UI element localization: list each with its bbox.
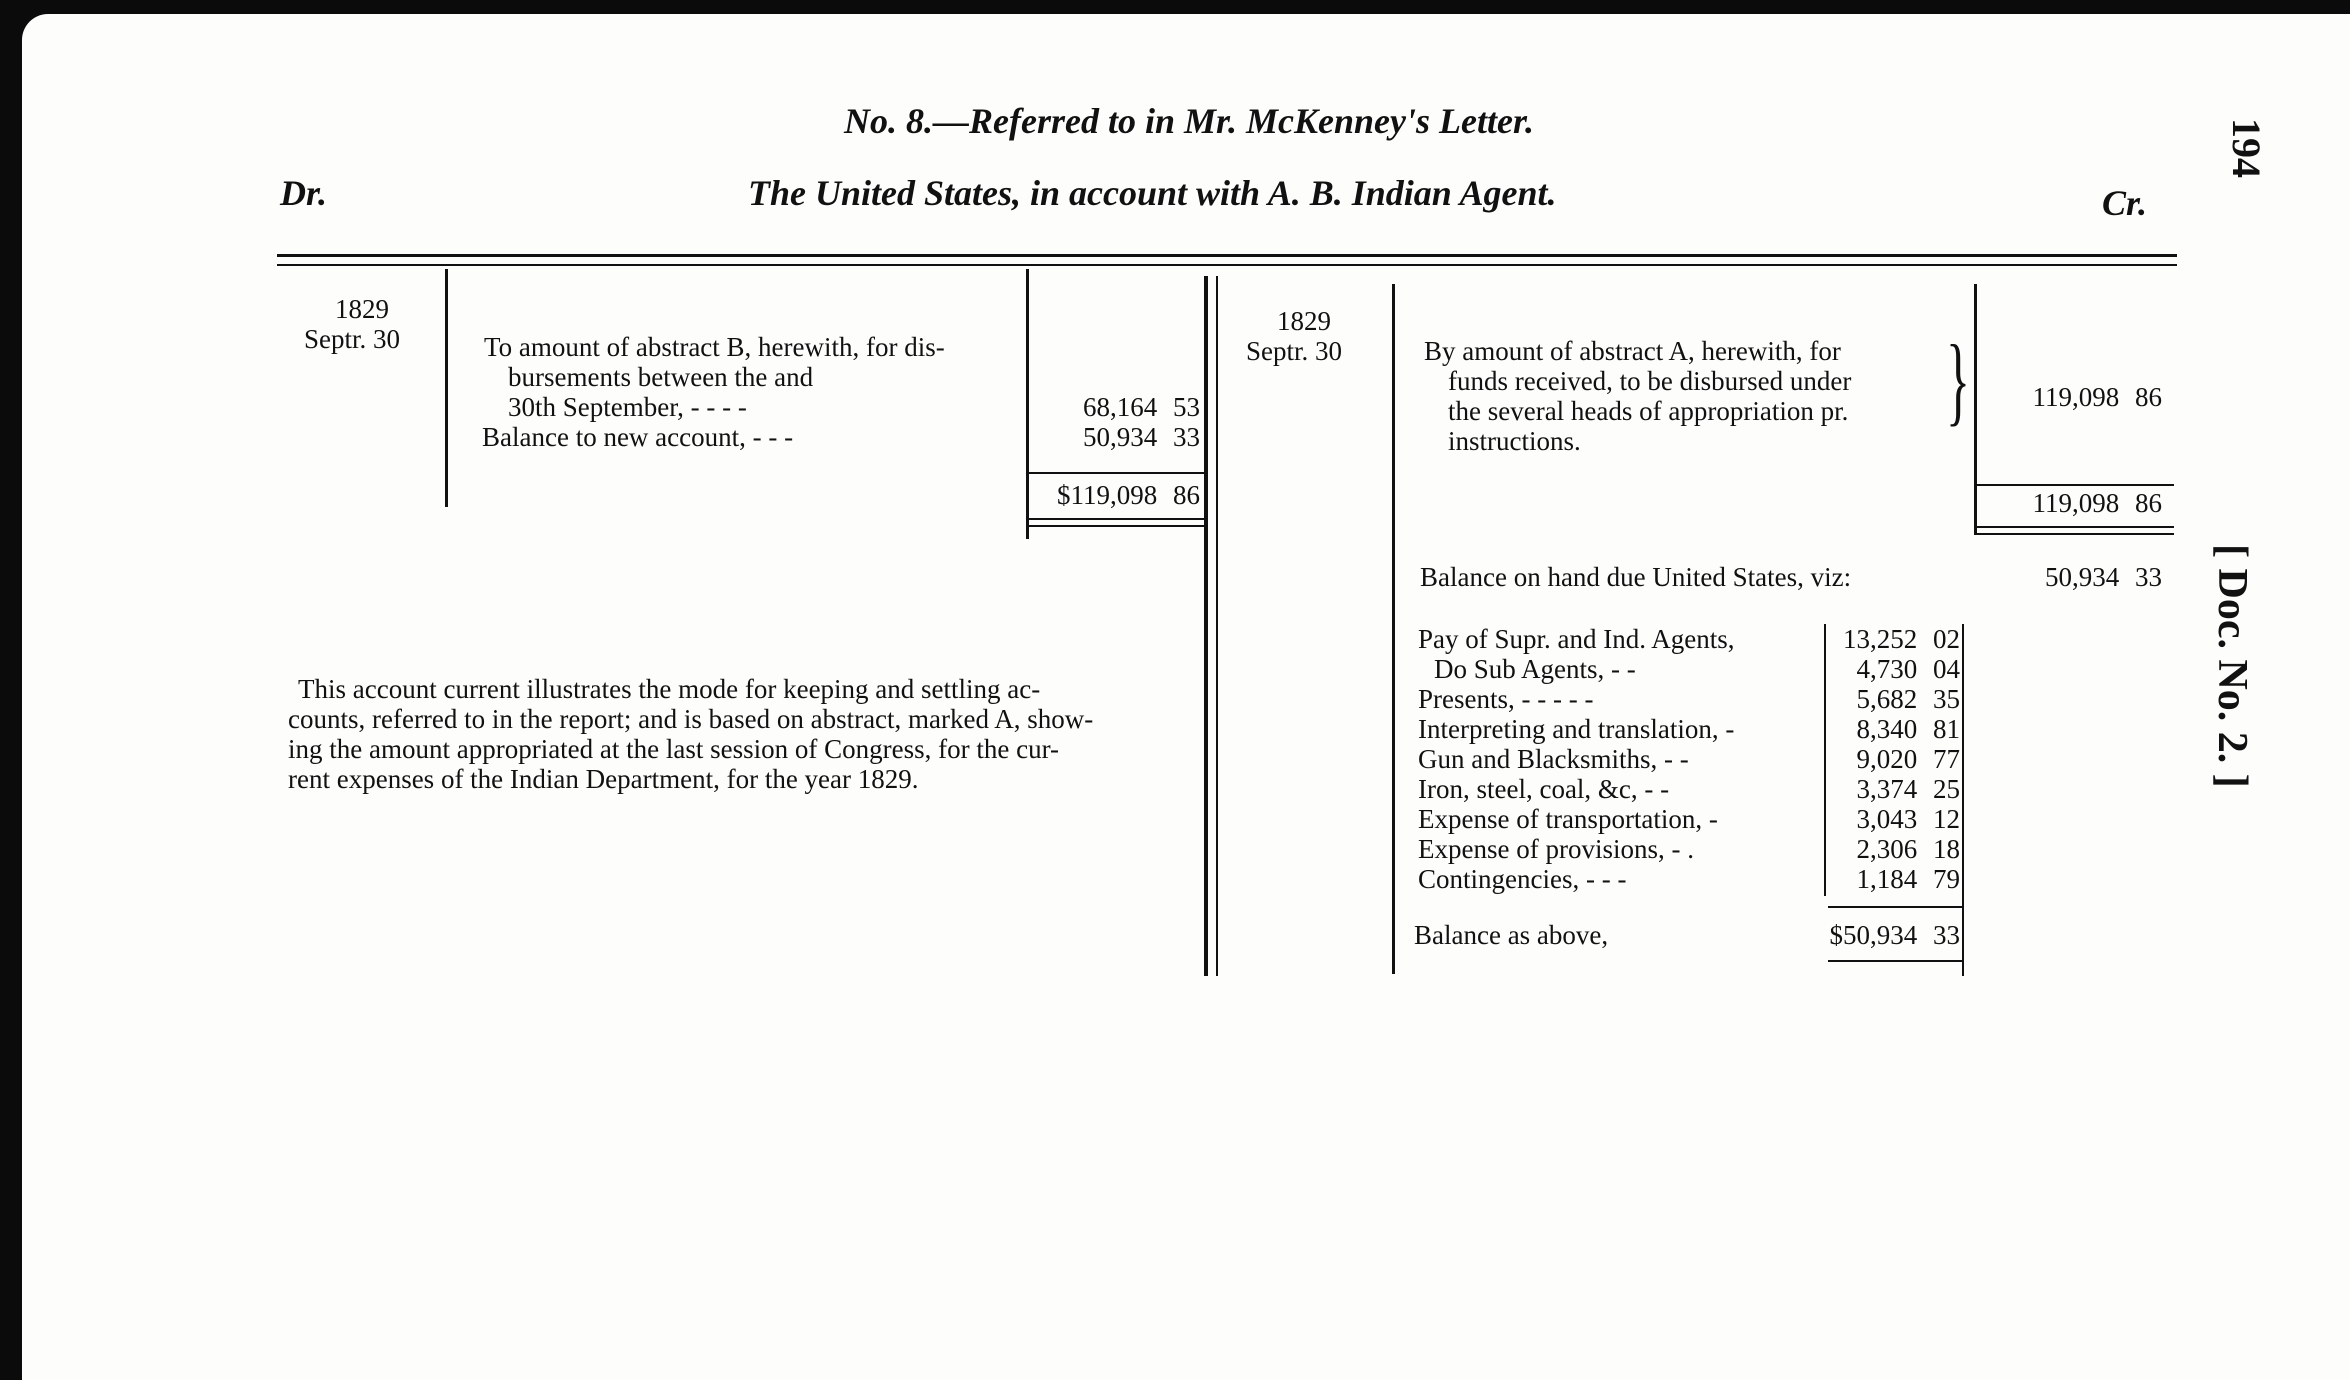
document-side-label: [ Doc. No. 2. ]: [2209, 544, 2255, 788]
credit-total-underline-double: [1974, 533, 2174, 535]
page-number: 194: [2224, 118, 2269, 178]
balance-label: Balance on hand due United States, viz:: [1420, 562, 1852, 592]
debit-total: $119,098 86: [1057, 480, 1200, 510]
item-label: Presents, - - - - -: [1418, 684, 1594, 714]
debit-line: 30th September, - - - -: [508, 392, 747, 422]
document-title: No. 8.—Referred to in Mr. McKenney's Letter.: [844, 101, 1534, 141]
account-title: The United States, in account with A. B. Indian Agent.: [748, 173, 1557, 213]
debit-date-divider: [445, 269, 448, 507]
item-label: Expense of transportation, -: [1418, 804, 1718, 834]
debit-line: Balance to new account, - - -: [482, 422, 794, 452]
item-amount: 9,020 77: [1856, 744, 1960, 774]
debit-total-underline-double: [1026, 525, 1206, 527]
credit-line: funds received, to be disbursed under: [1448, 366, 1852, 396]
balance-amount: 50,934 33: [2045, 562, 2162, 592]
item-amount: 3,043 12: [1856, 804, 1960, 834]
balance-above-label: Balance as above,: [1414, 920, 1609, 950]
note-line: counts, referred to in the report; and is based on abstract, marked A, show-: [288, 704, 1094, 734]
item-amount: 5,682 35: [1856, 684, 1960, 714]
credit-line: By amount of abstract A, herewith, for: [1424, 336, 1841, 366]
credit-date: Septr. 30: [1246, 336, 1343, 366]
item-amount: 13,252 02: [1843, 624, 1960, 654]
document-page: [22, 14, 2350, 1380]
item-amount: 1,184 79: [1856, 864, 1960, 894]
item-label: Gun and Blacksmiths, - -: [1418, 744, 1689, 774]
items-right-rule: [1962, 624, 1964, 976]
credit-total: 119,098 86: [2032, 488, 2162, 518]
credit-line: instructions.: [1448, 426, 1581, 456]
item-label: Expense of provisions, - .: [1418, 834, 1694, 864]
credit-amount: 119,098 86: [2032, 382, 2162, 412]
item-amount: 4,730 04: [1856, 654, 1960, 684]
items-total-underline: [1828, 960, 1964, 962]
credit-amount-divider: [1974, 284, 1977, 534]
note-line: This account current illustrates the mode for keeping and settling ac-: [298, 674, 1041, 704]
center-divider-inner: [1216, 276, 1218, 976]
note-line: rent expenses of the Indian Department, for the year 1829.: [288, 764, 919, 794]
debit-amount-divider: [1026, 269, 1029, 539]
item-label: Contingencies, - - -: [1418, 864, 1627, 894]
credit-total-rule: [1974, 484, 2174, 486]
debit-label: Dr.: [280, 173, 328, 213]
credit-line: the several heads of appropriation pr.: [1448, 396, 1849, 426]
debit-total-underline: [1026, 518, 1206, 520]
debit-year: 1829: [335, 294, 389, 324]
debit-line: bursements between the and: [508, 362, 814, 392]
debit-amount: 50,934 33: [1083, 422, 1200, 452]
item-label: Iron, steel, coal, &c, - -: [1418, 774, 1670, 804]
balance-above-amount: $50,934 33: [1829, 920, 1960, 950]
item-amount: 3,374 25: [1856, 774, 1960, 804]
item-label: Interpreting and translation, -: [1418, 714, 1735, 744]
items-left-rule: [1824, 624, 1826, 896]
center-divider: [1204, 276, 1208, 976]
item-amount: 8,340 81: [1856, 714, 1960, 744]
top-rule-inner: [277, 264, 2177, 266]
debit-line: To amount of abstract B, herewith, for dis-: [484, 332, 945, 362]
credit-year: 1829: [1277, 306, 1331, 336]
credit-label: Cr.: [2102, 183, 2148, 223]
item-amount: 2,306 18: [1856, 834, 1960, 864]
debit-amount: 68,164 53: [1083, 392, 1200, 422]
debit-date: Septr. 30: [304, 324, 401, 354]
debit-total-rule: [1026, 472, 1206, 474]
item-label: Pay of Supr. and Ind. Agents,: [1418, 624, 1735, 654]
note-line: ing the amount appropriated at the last session of Congress, for the cur-: [288, 734, 1060, 764]
top-rule: [277, 254, 2177, 257]
credit-date-divider: [1392, 284, 1395, 974]
credit-total-underline: [1974, 526, 2174, 528]
brace-icon: }: [1946, 324, 1970, 435]
items-total-rule: [1828, 906, 1964, 908]
item-label: Do Sub Agents, - -: [1434, 654, 1636, 684]
